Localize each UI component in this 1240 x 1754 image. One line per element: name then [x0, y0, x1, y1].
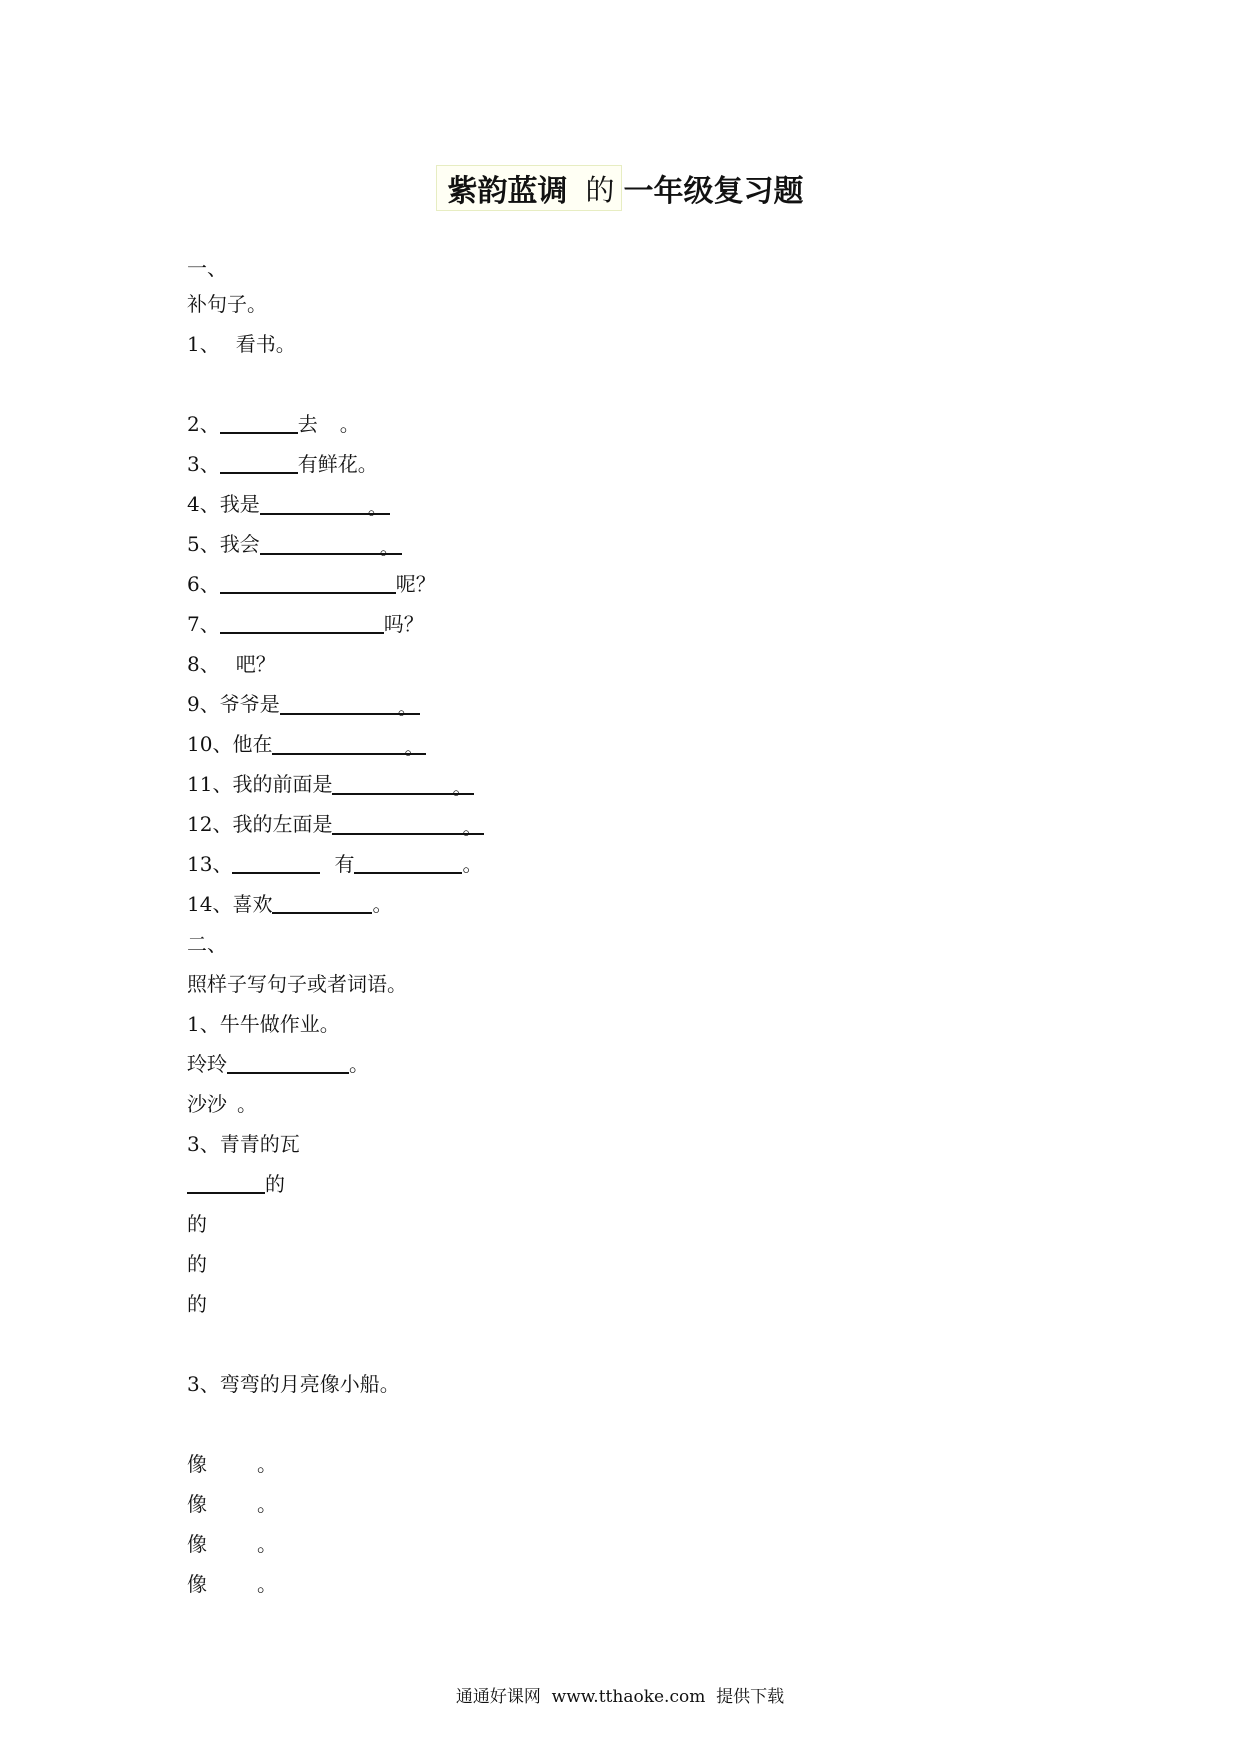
fill-blank[interactable]	[232, 850, 320, 874]
example-3-answer-3: 的	[187, 1252, 207, 1276]
section1-instruction: 补句子。	[187, 292, 267, 316]
fill-blank[interactable]	[220, 610, 384, 634]
fill-blank[interactable]	[272, 890, 372, 914]
example-3-answer-1: 的	[187, 1168, 285, 1200]
fill-blank[interactable]: 。	[260, 531, 402, 555]
example-4-answer-3: 像 。	[187, 1532, 277, 1556]
item-8: 8、 吧？	[187, 652, 276, 676]
fill-blank[interactable]: 。	[280, 691, 420, 715]
section2-heading: 二、	[187, 932, 227, 956]
fill-blank[interactable]: 。	[332, 811, 484, 835]
example-4-answer-2: 像 。	[187, 1492, 277, 1516]
item-9: 9、爷爷是 。	[187, 692, 418, 719]
example-1-answer-b: 沙沙 。	[187, 1092, 257, 1116]
fill-blank[interactable]	[220, 410, 298, 434]
item-4: 4、我是 。	[187, 492, 388, 519]
item-3: 3、 有鲜花。	[187, 452, 378, 476]
fill-blank[interactable]: 。	[260, 491, 390, 515]
item-11: 11、我的前面是 。	[187, 772, 473, 799]
example-3-answer-4: 的	[187, 1292, 207, 1316]
item-7: 7、 吗？	[187, 612, 424, 636]
example-3-answer-2: 的	[187, 1212, 207, 1236]
example-4-answer-1: 像 。	[187, 1452, 277, 1476]
item-10: 10、他在 。	[187, 732, 425, 759]
fill-blank[interactable]	[187, 1170, 265, 1194]
title-main: 一年级复习题	[623, 174, 804, 209]
page-title	[0, 161, 1240, 215]
fill-blank[interactable]: 。	[272, 731, 426, 755]
fill-blank[interactable]	[220, 450, 298, 474]
example-1-answer-a: 玲玲 。	[187, 1052, 369, 1076]
fill-blank[interactable]	[354, 850, 462, 874]
item-5: 5、我会 。	[187, 532, 400, 559]
title-author: 紫韵蓝调	[447, 174, 568, 209]
fill-blank[interactable]: 。	[332, 771, 474, 795]
item-12: 12、我的左面是 。	[187, 812, 483, 839]
title-de: 的	[585, 172, 615, 207]
example-4-answer-4: 像 。	[187, 1572, 277, 1596]
title-highlight-box	[436, 165, 621, 211]
example-3: 3、青青的瓦	[187, 1132, 300, 1156]
item-1: 1、 看书。	[187, 332, 296, 356]
item-13: 13、 有 。	[187, 852, 483, 876]
example-1: 1、牛牛做作业。	[187, 1012, 340, 1036]
fill-blank[interactable]	[220, 570, 396, 594]
item-6: 6、 呢？	[187, 572, 436, 596]
section2-instruction: 照样子写句子或者词语。	[187, 972, 407, 996]
section1-heading: 一、	[187, 256, 227, 280]
item-2: 2、 去 。	[187, 412, 360, 436]
item-14: 14、喜欢 。	[187, 892, 393, 916]
example-4: 3、弯弯的月亮像小船。	[187, 1372, 400, 1396]
page-footer: 通通好课网 www.tthaoke.com 提供下载	[455, 1687, 785, 1707]
fill-blank[interactable]	[227, 1050, 349, 1074]
